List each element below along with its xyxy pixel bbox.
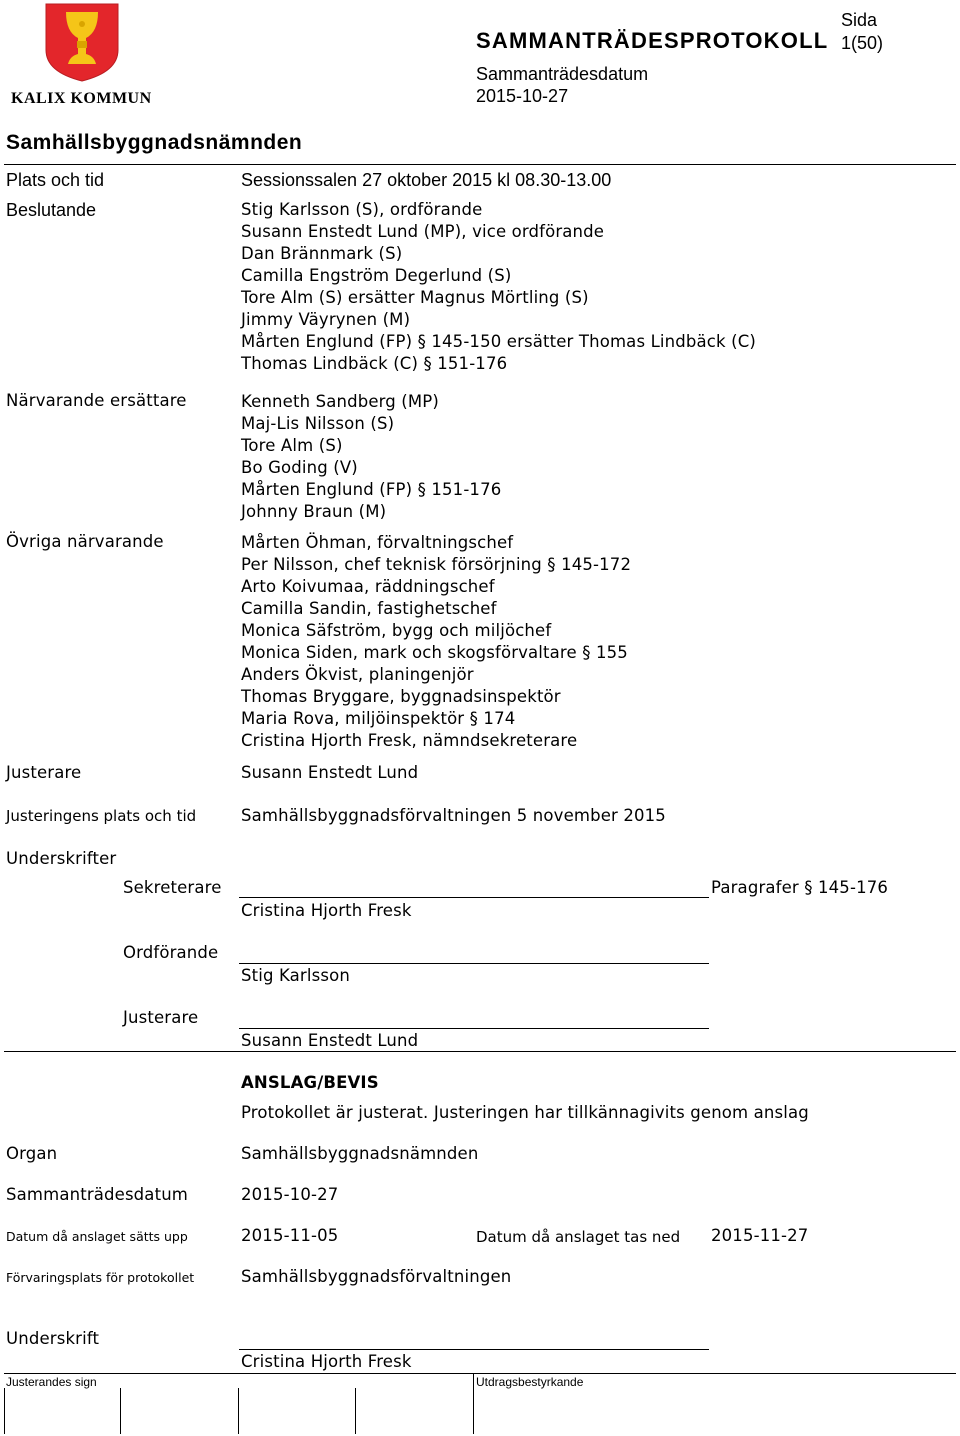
- other-attendee-line: Monica Siden, mark och skogsförvaltare § 155: [241, 643, 628, 662]
- notice-text: Protokollet är justerat. Justeringen har tillkännagivits genom anslag: [241, 1103, 809, 1122]
- others-label: Övriga närvarande: [6, 532, 164, 551]
- substitute-line: Maj-Lis Nilsson (S): [241, 414, 395, 433]
- chair-name: Stig Karlsson: [241, 966, 350, 985]
- removed-date-label: Datum då anslaget tas ned: [476, 1228, 681, 1246]
- other-attendee-line: Camilla Sandin, fastighetschef: [241, 599, 497, 618]
- substitute-line: Johnny Braun (M): [241, 502, 387, 521]
- secretary-role: Sekreterare: [123, 878, 222, 897]
- substitute-line: Tore Alm (S): [241, 436, 343, 455]
- substitutes-list: [241, 391, 501, 523]
- place-time-value: Sessionssalen 27 oktober 2015 kl 08.30-13.00: [241, 170, 612, 190]
- deciding-line: Mårten Englund (FP) § 145-150 ersätter Thomas Lindbäck (C): [241, 332, 756, 351]
- footer-divider: [4, 1373, 956, 1374]
- notice-signature-line[interactable]: [239, 1349, 709, 1350]
- document-title: SAMMANTRÄDESPROTOKOLL: [476, 28, 829, 53]
- other-attendee-line: Maria Rova, miljöinspektör § 174: [241, 709, 516, 728]
- meeting-date-label: Sammanträdesdatum: [476, 64, 649, 84]
- deciding-line: Susann Enstedt Lund (MP), vice ordförande: [241, 222, 605, 241]
- org-name-logotype: KALIX KOMMUN: [11, 90, 152, 107]
- footer-left-label: Justerandes sign: [6, 1375, 97, 1389]
- kalix-coat-of-arms-logo: [44, 2, 120, 82]
- other-attendee-line: Arto Koivumaa, räddningschef: [241, 577, 495, 596]
- organ-value: Samhällsbyggnadsnämnden: [241, 1144, 479, 1163]
- deciding-line: Dan Brännmark (S): [241, 244, 403, 263]
- other-attendee-line: Monica Säfström, bygg och miljöchef: [241, 621, 552, 640]
- other-attendee-line: Per Nilsson, chef teknisk försörjning § 145-172: [241, 555, 632, 574]
- place-time-label: Plats och tid: [6, 170, 105, 190]
- adjuster-value: Susann Enstedt Lund: [241, 763, 419, 782]
- deciding-label: Beslutande: [6, 200, 97, 220]
- chair-signature-line[interactable]: [239, 963, 709, 964]
- deciding-line: Stig Karlsson (S), ordförande: [241, 200, 483, 219]
- page-label: Sida: [841, 10, 878, 30]
- footer-right-label: Utdragsbestyrkande: [476, 1375, 584, 1389]
- page-number: 1(50): [841, 33, 884, 53]
- adjuster-role: Justerare: [123, 1008, 199, 1027]
- deciding-line: Camilla Engström Degerlund (S): [241, 266, 512, 285]
- footer-cell-divider-5: [473, 1373, 474, 1434]
- header-divider: [4, 164, 956, 165]
- secretary-signature-line[interactable]: [239, 897, 709, 898]
- notice-title: ANSLAG/BEVIS: [241, 1073, 379, 1092]
- others-list: [241, 532, 631, 752]
- footer-cell-divider-1: [4, 1388, 5, 1434]
- substitutes-label: Närvarande ersättare: [6, 391, 187, 410]
- posted-date-label: Datum då anslaget sätts upp: [6, 1229, 188, 1244]
- adjuster-label: Justerare: [6, 763, 82, 782]
- substitute-line: Kenneth Sandberg (MP): [241, 392, 439, 411]
- storage-value: Samhällsbyggnadsförvaltningen: [241, 1267, 512, 1286]
- secretary-name: Cristina Hjorth Fresk: [241, 901, 412, 920]
- footer-cell-divider-2: [120, 1388, 121, 1434]
- deciding-line: Thomas Lindbäck (C) § 151-176: [241, 354, 508, 373]
- signatures-divider: [4, 1051, 956, 1052]
- posted-date-value: 2015-11-05: [241, 1226, 339, 1245]
- signature-label: Underskrift: [6, 1329, 100, 1348]
- storage-label: Förvaringsplats för protokollet: [6, 1270, 195, 1285]
- other-attendee-line: Thomas Bryggare, byggnadsinspektör: [241, 687, 561, 706]
- deciding-line: Jimmy Väyrynen (M): [241, 310, 411, 329]
- other-attendee-line: Mårten Öhman, förvaltningschef: [241, 533, 514, 552]
- other-attendee-line: Cristina Hjorth Fresk, nämndsekreterare: [241, 731, 578, 750]
- footer-cell-divider-3: [238, 1388, 239, 1434]
- adjuster-signature-line[interactable]: [239, 1028, 709, 1029]
- deciding-list: [241, 199, 756, 375]
- meeting-date: 2015-10-27: [476, 86, 569, 106]
- notice-meeting-date-label: Sammanträdesdatum: [6, 1185, 189, 1204]
- chair-role: Ordförande: [123, 943, 219, 962]
- other-attendee-line: Anders Ökvist, planingenjör: [241, 665, 474, 684]
- adjust-place-label: Justeringens plats och tid: [6, 807, 197, 825]
- committee-title: Samhällsbyggnadsnämnden: [6, 131, 303, 154]
- footer-cell-divider-4: [355, 1388, 356, 1434]
- deciding-line: Tore Alm (S) ersätter Magnus Mörtling (S): [241, 288, 589, 307]
- signatures-heading: Underskrifter: [6, 849, 117, 868]
- adjuster-signature-name: Susann Enstedt Lund: [241, 1031, 419, 1050]
- removed-date-value: 2015-11-27: [711, 1226, 809, 1245]
- organ-label: Organ: [6, 1144, 58, 1163]
- notice-signature-name: Cristina Hjorth Fresk: [241, 1352, 412, 1371]
- paragraphs-range: Paragrafer § 145-176: [711, 878, 889, 897]
- substitute-line: Mårten Englund (FP) § 151-176: [241, 480, 502, 499]
- adjust-place-value: Samhällsbyggnadsförvaltningen 5 november 2015: [241, 806, 666, 825]
- notice-meeting-date-value: 2015-10-27: [241, 1185, 339, 1204]
- substitute-line: Bo Goding (V): [241, 458, 358, 477]
